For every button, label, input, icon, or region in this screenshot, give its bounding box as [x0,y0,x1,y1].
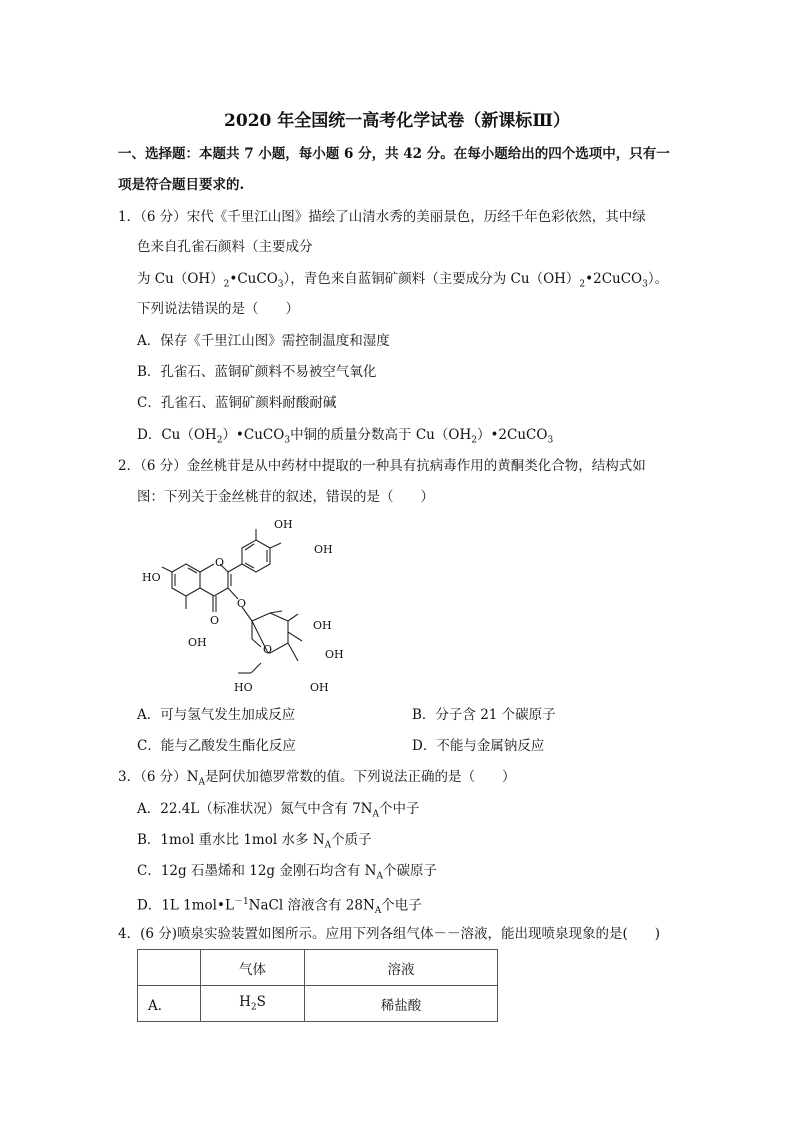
mol-label: OH [314,543,333,556]
q3-stem: 3．（6 分）$N_A$是阿伏加德罗常数的值。下列说法正确的是（ ） [118,769,516,788]
q1-stem-line2: 色来自孔雀石颜料（主要成分 [137,239,313,255]
q2-option-c: C．能与乙酸发生酯化反应 [137,738,296,754]
mol-label: OH [310,681,329,694]
q2-stem-line1: 2．（6 分）金丝桃苷是从中药材中提取的一种具有抗病毒作用的黄酮类化合物，结构式如 [118,458,646,474]
mol-label: OH [325,648,344,661]
mol-label: HO [142,571,161,584]
mol-label: OH [313,619,332,632]
q2-option-a: A．可与氢气发生加成反应 [137,707,296,723]
mol-label: HO [234,681,253,694]
q4-gas-solution-table [137,949,498,1022]
section-instructions-line2: 项是符合题目要求的. [118,177,245,193]
table-header-cell: 气体 [201,950,305,986]
table-row-label: A． [138,986,201,1022]
q3-option-b: B．1mol 重水比 1mol 水多 $N_A$个质子 [137,832,372,851]
table-row [138,986,498,1022]
q1-option-b: B．孔雀石、蓝铜矿颜料不易被空气氧化 [137,364,377,380]
page-title: 2020 年全国统一高考化学试卷（新课标Ⅲ） [224,111,570,131]
q3-option-c: C．12g 石墨烯和 12g 金刚石均含有 $N_A$个碳原子 [137,863,437,882]
mol-label: OH [274,518,293,531]
hyperoside-structure-diagram [130,513,360,695]
q1-stem-line3: 为 $Cu(OH)_2•CuCO_3$），青色来自蓝铜矿颜料（主要成分为 $Cu(OH)_2•2CuCO_3$）。 [137,271,669,290]
q1-stem-line1: 1．（6 分）宋代《千里江山图》描绘了山清水秀的美丽景色，历经千年色彩依然，其中绿 [118,209,646,225]
q2-option-b: B．分子含 21 个碳原子 [412,707,556,723]
q3-option-d: D．1L $1mol•L^{-1}NaCl$ 溶液含有 $28N_A$个电子 [137,897,422,917]
table-cell-gas: $H_2S$ [201,986,305,1022]
q2-option-d: D．不能与金属钠反应 [412,738,545,754]
table-header-row [138,950,498,986]
table-header-cell: 溶液 [305,950,498,986]
mol-label: O [210,614,220,627]
q1-option-c: C．孔雀石、蓝铜矿颜料耐酸耐碱 [137,395,337,411]
mol-label: O [215,556,225,569]
q2-stem-line2: 图：下列关于金丝桃苷的叙述，错误的是（ ） [137,489,434,505]
q4-stem: 4．(6 分)喷泉实验装置如图所示。应用下列各组气体－－溶液，能出现喷泉现象的是( ) [118,926,661,942]
q1-option-d: D．$Cu(OH_2)•CuCO_3$中铜的质量分数高于 $Cu(OH_2)•2CuCO_3$ [137,427,554,446]
mol-label: OH [188,636,207,649]
mol-label: O [263,643,273,656]
table-cell-solution: 稀盐酸 [305,986,498,1022]
mol-label: O [237,597,247,610]
table-header-cell [138,950,201,986]
q1-stem-line4: 下列说法错误的是（ ） [137,301,299,317]
q3-option-a: A．22.4L（标准状况）氮气中含有 $7N_A$个中子 [137,801,420,820]
section-instructions-line1: 一、选择题：本题共 7 小题，每小题 6 分，共 42 分。在每小题给出的四个选项中，只有一 [118,146,670,162]
q1-option-a: A．保存《千里江山图》需控制温度和湿度 [137,333,390,349]
